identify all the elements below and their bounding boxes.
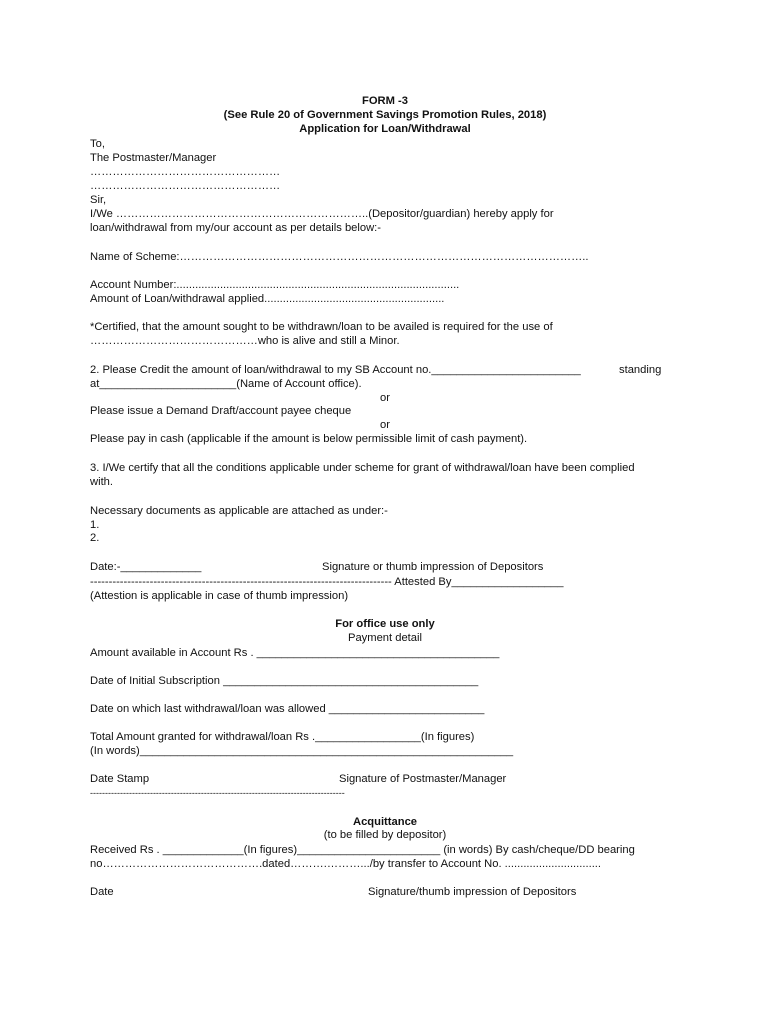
intro-line-1: I/We …………………………………………………………..(Depositor/guardian) hereby apply for bbox=[90, 208, 554, 220]
intro-line-2: loan/withdrawal from my/our account as per details below:- bbox=[90, 222, 382, 234]
acquittance-signature: Signature/thumb impression of Depositors bbox=[368, 886, 577, 898]
amount-available-field: Amount available in Account Rs . _______________________________________ bbox=[90, 647, 500, 659]
acquittance-heading: Acquittance bbox=[352, 816, 418, 828]
depositor-signature: Signature or thumb impression of Depositors bbox=[322, 561, 544, 573]
certify-line-1: 3. I/We certify that all the conditions applicable under scheme for grant of withdrawal/loan have been complied bbox=[90, 462, 635, 474]
or-separator-2: or bbox=[380, 419, 390, 431]
last-withdrawal-field: Date on which last withdrawal/loan was allowed _________________________ bbox=[90, 703, 485, 715]
document-item-2: 2. bbox=[90, 532, 100, 544]
instrument-details-line: no…………………………………….dated……….……….../by transfer to Account No. ............................... bbox=[90, 858, 602, 870]
acquittance-date: Date bbox=[90, 886, 114, 898]
salutation: Sir, bbox=[90, 194, 107, 206]
credit-standing: standing bbox=[619, 364, 662, 376]
or-separator-1: or bbox=[380, 392, 390, 404]
account-number-field: Account Number:........................................................................................... bbox=[90, 279, 460, 291]
date-stamp: Date Stamp bbox=[90, 773, 150, 785]
document-item-1: 1. bbox=[90, 519, 100, 531]
demand-draft-option: Please issue a Demand Draft/account payee cheque bbox=[90, 405, 352, 417]
payment-detail-heading: Payment detail bbox=[347, 632, 422, 644]
cash-option: Please pay in cash (applicable if the amount is below permissible limit of cash payment). bbox=[90, 433, 528, 445]
loan-amount-field: Amount of Loan/withdrawal applied.......................................................... bbox=[90, 293, 445, 305]
certified-line-1: *Certified, that the amount sought to be withdrawn/loan to be availed is required for the use of bbox=[90, 321, 553, 333]
office-use-heading: For office use only bbox=[335, 618, 435, 630]
documents-heading: Necessary documents as applicable are attached as under:- bbox=[90, 505, 388, 517]
to-label: To, bbox=[90, 138, 105, 150]
total-granted-field: Total Amount granted for withdrawal/loan Rs ._________________(In figures) bbox=[90, 731, 475, 743]
form-title: Application for Loan/Withdrawal bbox=[299, 123, 471, 135]
credit-line-1: 2. Please Credit the amount of loan/withdrawal to my SB Account no.________________________ bbox=[90, 364, 581, 376]
recipient: The Postmaster/Manager bbox=[90, 152, 217, 164]
attestation-note: (Attestion is applicable in case of thumb impression) bbox=[90, 590, 349, 602]
rule-reference: (See Rule 20 of Government Savings Promotion Rules, 2018) bbox=[223, 109, 547, 121]
address-line-1: …………………………………………… bbox=[90, 166, 281, 178]
amount-in-words-field: (In words)____________________________________________________________ bbox=[90, 745, 514, 757]
received-amount-line: Received Rs . _____________(In figures)_______________________ (in words) By cash/cheque/DD bearing bbox=[90, 844, 635, 856]
form-number: FORM -3 bbox=[362, 95, 408, 107]
postmaster-signature: Signature of Postmaster/Manager bbox=[339, 773, 507, 785]
certified-line-2: ………………………………………who is alive and still a Minor. bbox=[90, 335, 400, 347]
office-separator: ------------------------------------------------------------------------------------- bbox=[90, 788, 345, 798]
scheme-name-field: Name of Scheme:……………………………………………………………………………………………….. bbox=[90, 251, 589, 263]
credit-line-2: at______________________(Name of Account office). bbox=[90, 378, 362, 390]
address-line-2: …………………………………………… bbox=[90, 180, 281, 192]
acquittance-subheading: (to be filled by depositor) bbox=[323, 829, 447, 841]
application-date: Date:-_____________ bbox=[90, 561, 202, 573]
attested-by-line: --------------------------------------------------------------------------------- Attested By__________________ bbox=[90, 576, 564, 588]
certify-line-2: with. bbox=[90, 476, 114, 488]
initial-subscription-field: Date of Initial Subscription _________________________________________ bbox=[90, 675, 479, 687]
